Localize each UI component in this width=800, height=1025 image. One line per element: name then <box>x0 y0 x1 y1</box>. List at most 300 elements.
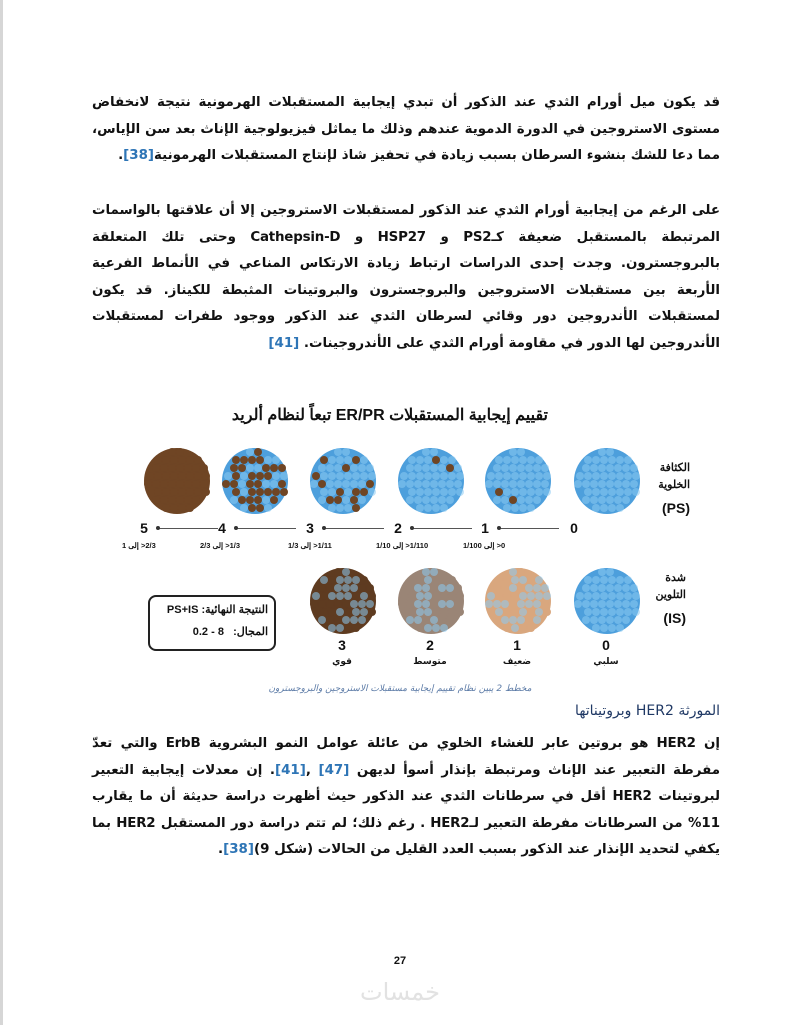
stained-cell <box>170 456 178 464</box>
unstained-cell <box>533 616 541 624</box>
stained-cell <box>272 488 280 496</box>
stained-cell <box>334 616 342 624</box>
stained-cell <box>312 472 320 480</box>
result-line-2 <box>193 625 268 638</box>
unstained-cell <box>440 472 448 480</box>
unstained-cell <box>485 480 493 488</box>
stained-cell <box>454 600 462 608</box>
unstained-cell <box>326 480 334 488</box>
stained-cell <box>186 504 194 512</box>
stained-cell <box>352 456 360 464</box>
unstained-cell <box>616 608 624 616</box>
unstained-cell <box>416 504 424 512</box>
stained-cell <box>527 576 535 584</box>
unstained-cell <box>525 584 533 592</box>
unstained-cell <box>336 624 344 632</box>
ps-cluster-2 <box>398 448 464 514</box>
unstained-cell <box>328 504 336 512</box>
unstained-cell <box>616 488 624 496</box>
stained-cell <box>160 496 168 504</box>
ps-arrow-line <box>499 528 559 529</box>
stained-cell <box>334 568 342 576</box>
citation-link[interactable]: [38] <box>123 148 155 163</box>
unstained-cell <box>590 584 598 592</box>
stained-cell <box>200 480 208 488</box>
stained-cell <box>358 584 366 592</box>
stained-cell <box>176 448 184 456</box>
unstained-cell <box>406 616 414 624</box>
unstained-cell <box>590 616 598 624</box>
stained-cell <box>194 488 202 496</box>
unstained-cell <box>438 496 446 504</box>
ps-arrow-line <box>236 528 296 529</box>
figure-title: تقييم إيجابية المستقبلات ER/PR تبعاً لنظام ألريد <box>231 407 548 424</box>
is-label-line1: شدة <box>665 572 686 584</box>
unstained-cell <box>342 448 350 456</box>
unstained-cell <box>336 504 344 512</box>
unstained-cell <box>511 472 519 480</box>
unstained-cell <box>519 456 527 464</box>
stained-cell <box>541 600 549 608</box>
unstained-cell <box>590 480 598 488</box>
is-intensity-label: سلبي <box>593 657 619 667</box>
unstained-cell <box>606 584 614 592</box>
paragraph-text: على الرغم من إيجابية أورام الثدي عند الذكور لمستقبلات الاستروجين إلا أن علاقتها بالواسمات المرتبطة بالمستقبل ضعيفة كـPS2 و HSP27 و Cathepsin-D وحتى تلك المتعلقة بالبروجسترون. وجدت إحدى الدراسات ارتباط زيادة الارتكاس المناعي في الأنماط الفرعية الأربعة بين مستقبلات الاستروجين والبروجسترون والبروتينات المثبطة للكيناز. قد يكون لمستقبلات الأندروجين دور وقائي لسرطان الثدي عند الذكور ووجود طفرات لمستقبلات الأندروجين لها الدور في مقاومة أورام الثدي على الأندروجينات. <box>92 203 720 351</box>
stained-cell <box>318 600 326 608</box>
stained-cell <box>264 488 272 496</box>
unstained-cell <box>614 464 622 472</box>
unstained-cell <box>328 624 336 632</box>
unstained-cell <box>366 600 374 608</box>
stained-cell <box>408 592 416 600</box>
unstained-cell <box>519 608 527 616</box>
stained-cell <box>254 496 262 504</box>
unstained-cell <box>342 584 350 592</box>
stained-cell <box>248 504 256 512</box>
ps-score-5: 5 <box>140 520 148 536</box>
unstained-cell <box>406 496 414 504</box>
unstained-cell <box>511 504 519 512</box>
unstained-cell <box>533 584 541 592</box>
unstained-cell <box>632 488 640 496</box>
unstained-cell <box>501 616 509 624</box>
unstained-cell <box>342 496 350 504</box>
stained-cell <box>184 464 192 472</box>
unstained-cell <box>503 504 511 512</box>
unstained-cell <box>446 584 454 592</box>
unstained-cell <box>527 472 535 480</box>
unstained-cell <box>598 584 606 592</box>
unstained-cell <box>582 616 590 624</box>
ps-arrow-head <box>322 526 326 530</box>
stained-cell <box>406 600 414 608</box>
ps-arrow-line <box>324 528 384 529</box>
unstained-cell <box>334 584 342 592</box>
unstained-cell <box>424 624 432 632</box>
unstained-cell <box>606 480 614 488</box>
stained-cell <box>230 480 238 488</box>
unstained-cell <box>414 464 422 472</box>
unstained-cell <box>230 496 238 504</box>
unstained-cell <box>622 480 630 488</box>
stained-cell <box>448 608 456 616</box>
unstained-cell <box>533 496 541 504</box>
unstained-cell <box>432 472 440 480</box>
stained-cell <box>336 488 344 496</box>
unstained-cell <box>525 600 533 608</box>
stained-cell <box>342 464 350 472</box>
stained-cell <box>328 608 336 616</box>
stained-cell <box>186 472 194 480</box>
unstained-cell <box>318 496 326 504</box>
stained-cell <box>416 624 424 632</box>
stained-cell <box>176 496 184 504</box>
unstained-cell <box>368 488 376 496</box>
stained-cell <box>310 600 318 608</box>
stained-cell <box>162 456 170 464</box>
citation-separator: , <box>305 762 319 778</box>
unstained-cell <box>541 480 549 488</box>
unstained-cell <box>592 576 600 584</box>
unstained-cell <box>358 616 366 624</box>
paragraph-hormone-receptors <box>92 90 720 170</box>
ps-arrow-line <box>158 528 218 529</box>
unstained-cell <box>430 464 438 472</box>
unstained-cell <box>448 456 456 464</box>
unstained-cell <box>582 496 590 504</box>
stained-cell <box>256 504 264 512</box>
unstained-cell <box>616 592 624 600</box>
unstained-cell <box>400 472 408 480</box>
stained-cell <box>503 608 511 616</box>
stained-cell <box>232 472 240 480</box>
unstained-cell <box>344 456 352 464</box>
unstained-cell <box>608 472 616 480</box>
stained-cell <box>344 608 352 616</box>
unstained-cell <box>336 592 344 600</box>
unstained-cell <box>525 480 533 488</box>
unstained-cell <box>622 616 630 624</box>
unstained-cell <box>350 584 358 592</box>
is-intensity-label: متوسط <box>413 657 447 667</box>
citation-link[interactable]: [47] <box>318 762 350 778</box>
unstained-cell <box>525 464 533 472</box>
unstained-cell <box>606 616 614 624</box>
unstained-cell <box>448 488 456 496</box>
stained-cell <box>232 488 240 496</box>
unstained-cell <box>240 488 248 496</box>
unstained-cell <box>264 504 272 512</box>
unstained-cell <box>616 472 624 480</box>
citation-link[interactable]: [38] <box>223 842 254 857</box>
stained-cell <box>256 472 264 480</box>
stained-cell <box>440 608 448 616</box>
unstained-cell <box>527 456 535 464</box>
unstained-cell <box>422 568 430 576</box>
unstained-cell <box>438 600 446 608</box>
stained-cell <box>400 592 408 600</box>
stained-cell <box>456 592 464 600</box>
unstained-cell <box>438 584 446 592</box>
unstained-cell <box>533 464 541 472</box>
unstained-cell <box>509 480 517 488</box>
stained-cell <box>248 472 256 480</box>
unstained-cell <box>360 608 368 616</box>
stained-cell <box>186 488 194 496</box>
unstained-cell <box>624 608 632 616</box>
unstained-cell <box>535 488 543 496</box>
unstained-cell <box>503 456 511 464</box>
unstained-cell <box>334 448 342 456</box>
unstained-cell <box>600 624 608 632</box>
stained-cell <box>503 624 511 632</box>
stained-cell <box>495 488 503 496</box>
stained-cell <box>527 624 535 632</box>
unstained-cell <box>414 616 422 624</box>
unstained-cell <box>430 616 438 624</box>
unstained-cell <box>608 592 616 600</box>
unstained-cell <box>446 600 454 608</box>
unstained-cell <box>509 584 517 592</box>
stained-cell <box>264 472 272 480</box>
stained-cell <box>320 456 328 464</box>
stained-cell <box>448 576 456 584</box>
unstained-cell <box>493 464 501 472</box>
unstained-cell <box>430 496 438 504</box>
unstained-cell <box>598 496 606 504</box>
unstained-cell <box>608 576 616 584</box>
unstained-cell <box>630 480 638 488</box>
unstained-cell <box>312 592 320 600</box>
stained-cell <box>186 456 194 464</box>
unstained-cell <box>503 488 511 496</box>
stained-cell <box>202 472 210 480</box>
unstained-cell <box>608 608 616 616</box>
unstained-cell <box>517 616 525 624</box>
unstained-cell <box>414 584 422 592</box>
unstained-cell <box>352 576 360 584</box>
stained-cell <box>416 576 424 584</box>
allred-figure <box>110 405 690 695</box>
citation-link[interactable]: [41] <box>268 335 300 351</box>
unstained-cell <box>456 488 464 496</box>
unstained-cell <box>328 456 336 464</box>
unstained-cell <box>622 600 630 608</box>
ps-cluster-4 <box>222 448 288 514</box>
unstained-cell <box>456 472 464 480</box>
unstained-cell <box>509 448 517 456</box>
stained-cell <box>501 584 509 592</box>
stained-cell <box>178 472 186 480</box>
is-label-line2: التلوين <box>655 589 686 601</box>
stained-cell <box>170 504 178 512</box>
ps-label-line2: الخلوية <box>658 479 690 491</box>
unstained-cell <box>616 624 624 632</box>
stained-cell <box>176 480 184 488</box>
stained-cell <box>368 608 376 616</box>
stained-cell <box>144 480 152 488</box>
unstained-cell <box>438 464 446 472</box>
unstained-cell <box>598 448 606 456</box>
unstained-cell <box>592 624 600 632</box>
paragraph-her2 <box>92 731 720 864</box>
unstained-cell <box>424 472 432 480</box>
unstained-cell <box>334 480 342 488</box>
stained-cell <box>422 616 430 624</box>
stained-cell <box>320 592 328 600</box>
range-value: 8 - 0.2 <box>192 626 224 638</box>
unstained-cell <box>446 496 454 504</box>
stained-cell <box>495 592 503 600</box>
unstained-cell <box>624 456 632 464</box>
unstained-cell <box>328 472 336 480</box>
ps-cluster-5 <box>144 448 210 514</box>
stained-cell <box>318 584 326 592</box>
unstained-cell <box>592 608 600 616</box>
unstained-cell <box>501 496 509 504</box>
stained-cell <box>168 480 176 488</box>
ps-arrow-head <box>156 526 160 530</box>
stained-cell <box>511 592 519 600</box>
unstained-cell <box>590 600 598 608</box>
final-result-box <box>148 595 276 651</box>
unstained-cell <box>422 464 430 472</box>
unstained-cell <box>495 608 503 616</box>
ps-cluster-0 <box>574 448 640 514</box>
unstained-cell <box>432 624 440 632</box>
is-intensity-label: ضعيف <box>502 657 532 667</box>
unstained-cell <box>414 496 422 504</box>
unstained-cell <box>414 600 422 608</box>
unstained-cell <box>264 456 272 464</box>
stained-cell <box>184 480 192 488</box>
ps-score-1: 1 <box>481 520 489 536</box>
stained-cell <box>162 488 170 496</box>
unstained-cell <box>509 464 517 472</box>
unstained-cell <box>584 456 592 464</box>
unstained-cell <box>598 568 606 576</box>
stained-cell <box>432 608 440 616</box>
unstained-cell <box>511 456 519 464</box>
ps-range-label: 1/11< إلى 1/3 <box>288 541 332 550</box>
unstained-cell <box>342 568 350 576</box>
unstained-cell <box>600 488 608 496</box>
unstained-cell <box>622 496 630 504</box>
unstained-cell <box>272 472 280 480</box>
stained-cell <box>270 496 278 504</box>
stained-cell <box>509 600 517 608</box>
unstained-cell <box>344 592 352 600</box>
unstained-cell <box>632 472 640 480</box>
stained-cell <box>456 608 464 616</box>
unstained-cell <box>344 504 352 512</box>
stained-cell <box>194 456 202 464</box>
unstained-cell <box>272 456 280 464</box>
unstained-cell <box>422 480 430 488</box>
ps-range-label: 2/3< إلى 1 <box>122 541 156 550</box>
unstained-cell <box>487 472 495 480</box>
unstained-cell <box>342 616 350 624</box>
unstained-cell <box>535 592 543 600</box>
unstained-cell <box>446 480 454 488</box>
ps-arrow-head <box>497 526 501 530</box>
citation-link[interactable]: [41] <box>274 762 306 778</box>
paragraph-end: . <box>218 842 224 857</box>
stained-cell <box>328 576 336 584</box>
ps-range-label: 1/110< إلى 1/10 <box>376 541 429 550</box>
unstained-cell <box>408 456 416 464</box>
unstained-cell <box>360 472 368 480</box>
ps-arrow-line <box>412 528 472 529</box>
unstained-cell <box>535 608 543 616</box>
stained-cell <box>154 472 162 480</box>
ps-label-line1: الكثافة <box>659 462 690 474</box>
stained-cell <box>493 616 501 624</box>
stained-cell <box>543 608 551 616</box>
stained-cell <box>178 456 186 464</box>
unstained-cell <box>501 480 509 488</box>
unstained-cell <box>622 584 630 592</box>
stained-cell <box>168 448 176 456</box>
unstained-cell <box>440 488 448 496</box>
stained-cell <box>246 480 254 488</box>
unstained-cell <box>358 600 366 608</box>
stained-cell <box>446 616 454 624</box>
unstained-cell <box>584 608 592 616</box>
unstained-cell <box>630 600 638 608</box>
unstained-cell <box>408 488 416 496</box>
unstained-cell <box>600 576 608 584</box>
unstained-cell <box>493 600 501 608</box>
unstained-cell <box>600 504 608 512</box>
unstained-cell <box>574 600 582 608</box>
unstained-cell <box>262 480 270 488</box>
unstained-cell <box>422 448 430 456</box>
page-number: 27 <box>393 955 407 967</box>
stained-cell <box>344 624 352 632</box>
unstained-cell <box>519 488 527 496</box>
unstained-cell <box>614 600 622 608</box>
stained-cell <box>438 616 446 624</box>
ps-score-4: 4 <box>218 520 226 536</box>
ps-cluster-1 <box>485 448 551 514</box>
unstained-cell <box>280 472 288 480</box>
unstained-cell <box>519 592 527 600</box>
unstained-cell <box>240 472 248 480</box>
unstained-cell <box>606 448 614 456</box>
unstained-cell <box>424 456 432 464</box>
stained-cell <box>430 600 438 608</box>
unstained-cell <box>454 464 462 472</box>
is-intensity-label: قوي <box>332 657 352 667</box>
stained-cell <box>430 584 438 592</box>
unstained-cell <box>240 504 248 512</box>
unstained-cell <box>336 608 344 616</box>
unstained-cell <box>328 488 336 496</box>
unstained-cell <box>517 464 525 472</box>
unstained-cell <box>606 568 614 576</box>
stained-cell <box>352 624 360 632</box>
stained-cell <box>248 456 256 464</box>
stained-cell <box>519 624 527 632</box>
stained-cell <box>160 464 168 472</box>
unstained-cell <box>525 496 533 504</box>
stained-cell <box>517 584 525 592</box>
unstained-cell <box>543 592 551 600</box>
unstained-cell <box>254 464 262 472</box>
stained-cell <box>248 488 256 496</box>
unstained-cell <box>336 456 344 464</box>
